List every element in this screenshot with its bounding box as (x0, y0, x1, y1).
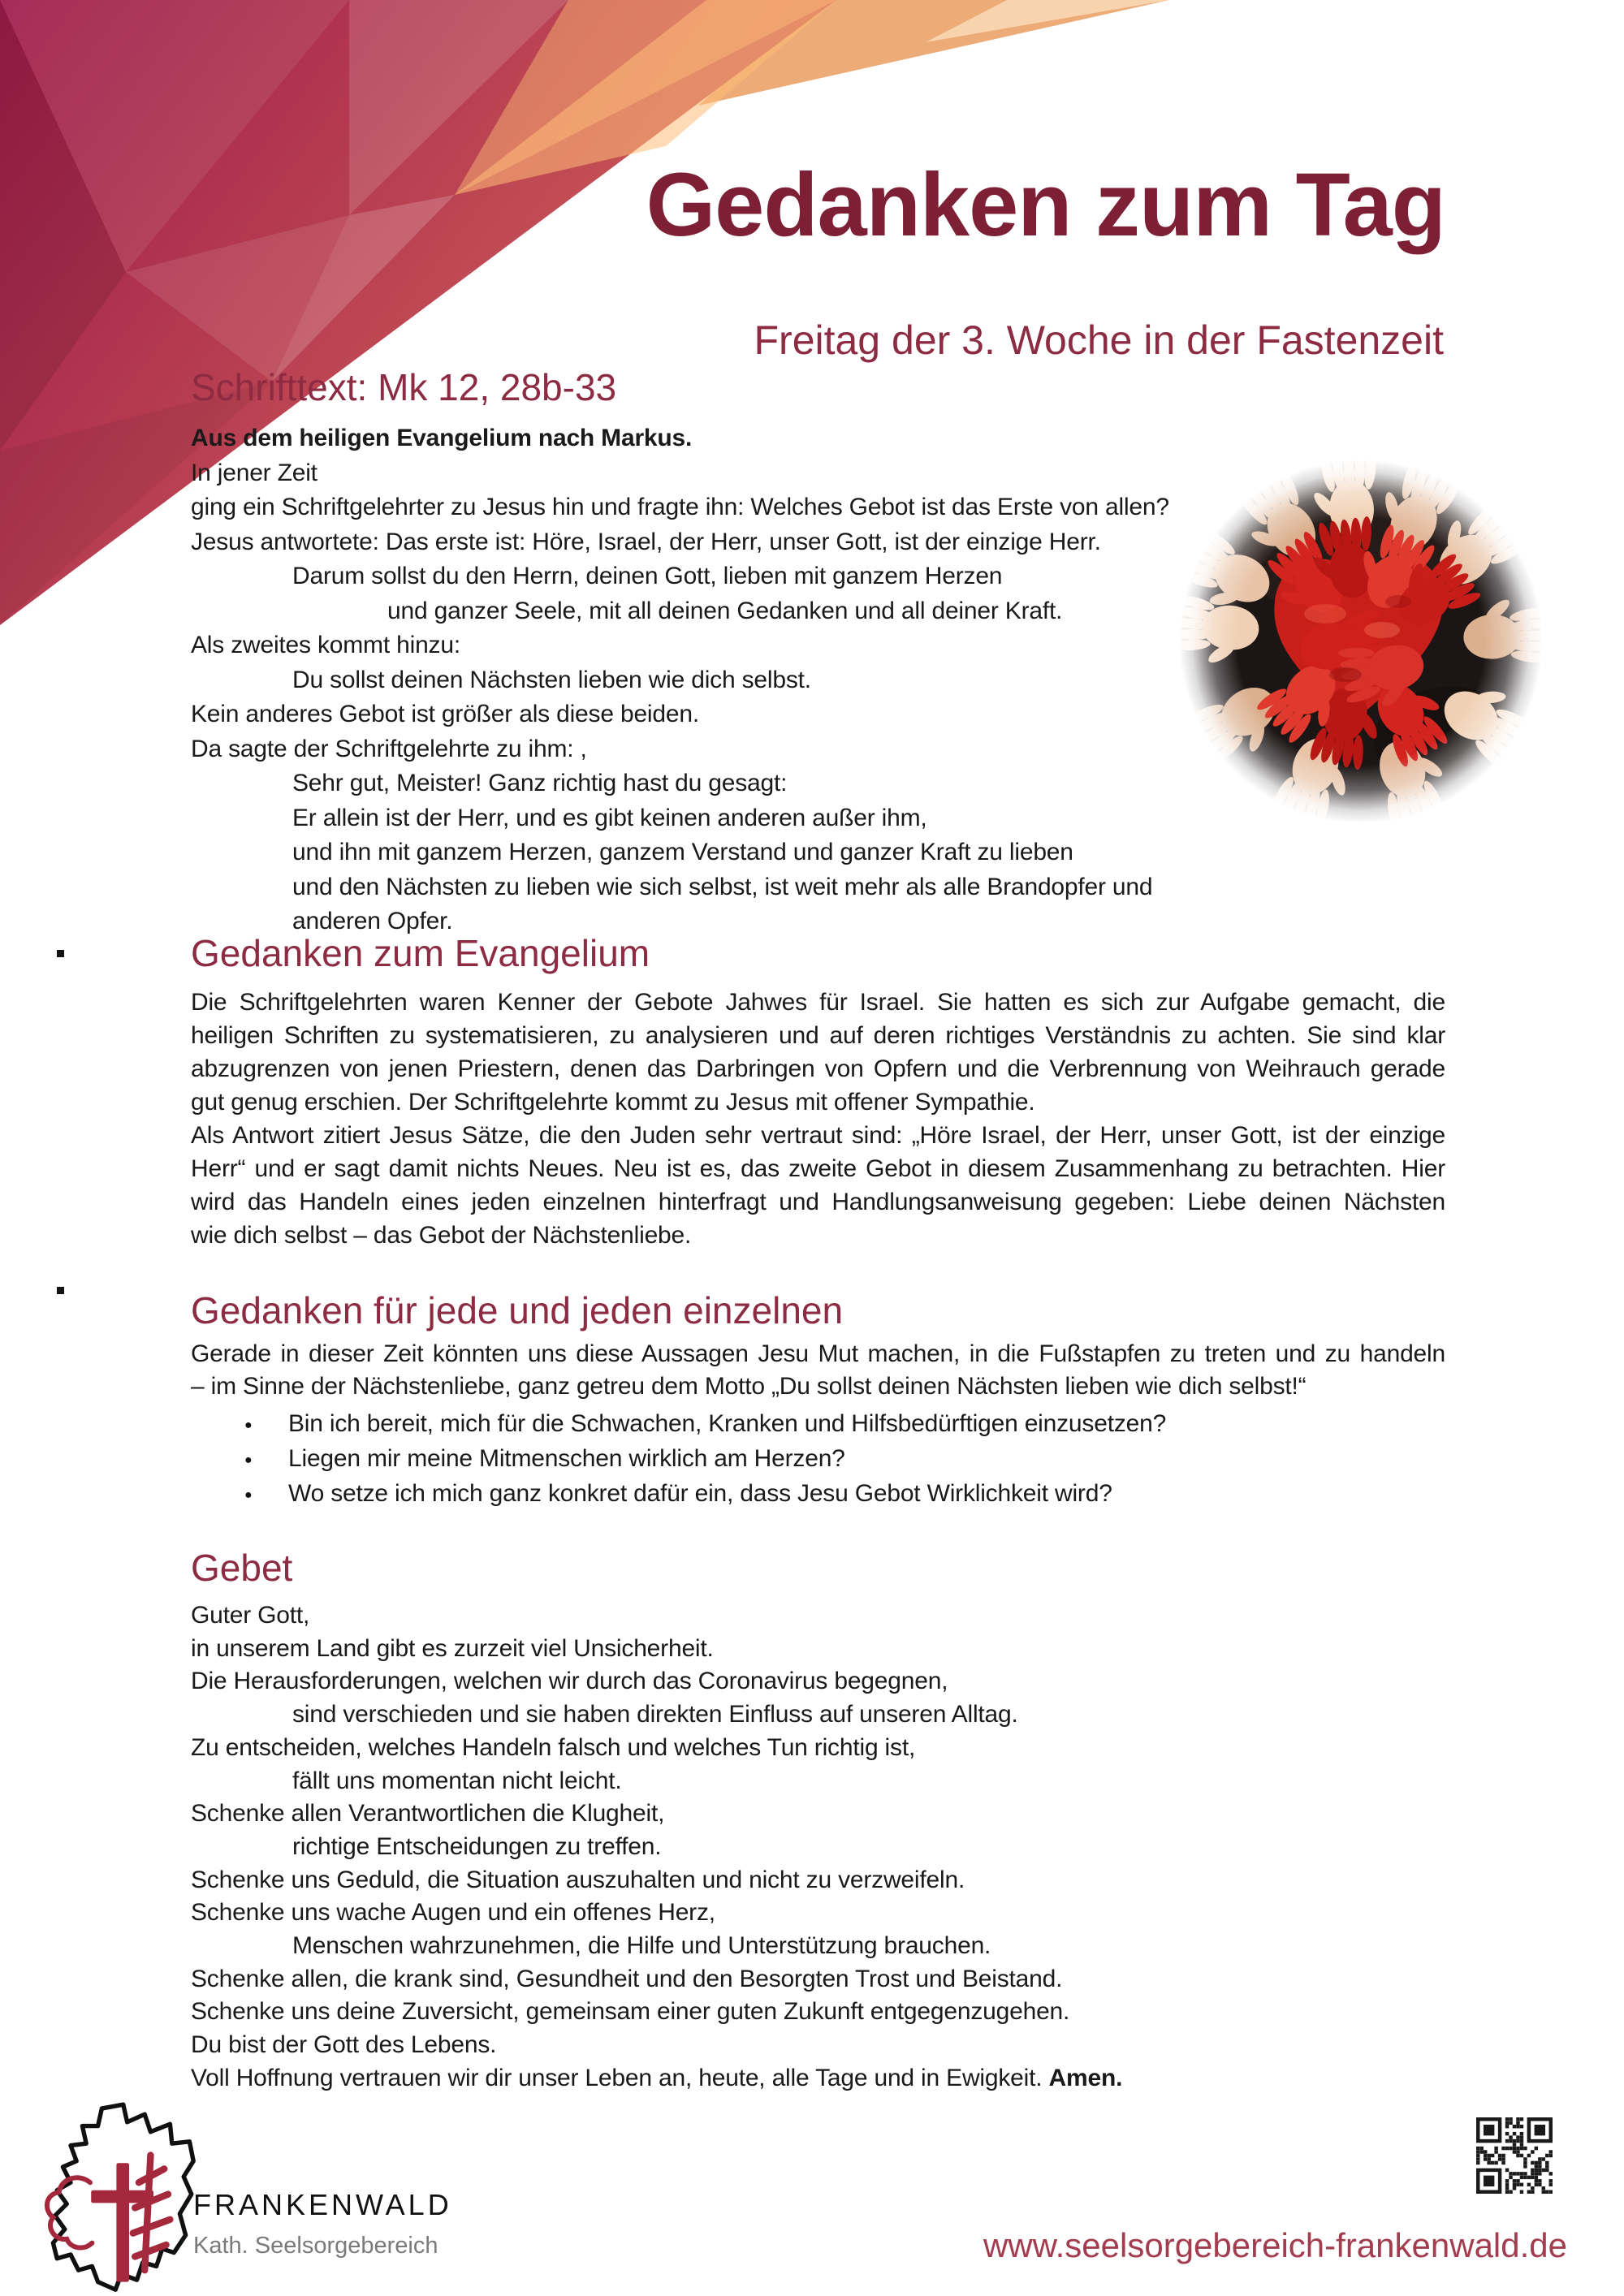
text-line: sind verschieden und sie haben direkten Einfluss auf unseren Alltag. (292, 1701, 1018, 1728)
text-line: Zu entscheiden, welches Handeln falsch und welches Tun richtig ist, (191, 1733, 916, 1761)
text-line: wie dich selbst – das Gebot der Nächstenliebe. (191, 1222, 692, 1249)
section-heading-schrifttext: Schrifttext: Mk 12, 28b-33 (191, 366, 617, 408)
text-line: Jesus antwortete: Das erste ist: Höre, Israel, der Herr, unser Gott, ist der einzige Herr. (191, 528, 1101, 555)
text-line: richtige Entscheidungen zu treffen. (292, 1832, 662, 1860)
org-name: FRANKENWALD (193, 2188, 452, 2221)
text-line: Schenke uns wache Augen und ein offenes Herz, (191, 1899, 715, 1927)
text-line: Die Herausforderungen, welchen wir durch das Coronavirus begegnen, (191, 1668, 948, 1695)
page-title: Gedanken zum Tag (646, 155, 1445, 255)
text-line: gut genug erschien. Der Schriftgelehrte kommt zu Jesus mit offener Sympathie. (191, 1089, 1035, 1116)
text-line: und den Nächsten zu lieben wie sich selbst, ist weit mehr als alle Brandopfer und anderen Opfer. (292, 873, 1153, 934)
text-line: Du sollst deinen Nächsten lieben wie dich selbst. (292, 666, 811, 693)
text-line: Die Schriftgelehrten waren Kenner der Gebote Jahwes für Israel. Sie hatten es sich zur Aufgabe gemacht, die (191, 989, 1445, 1016)
hands-heart-photo (1179, 460, 1543, 823)
tree-icon (133, 2156, 171, 2271)
text-line: Schenke allen, die krank sind, Gesundheit und den Besorgten Trost und Beistand. (191, 1965, 1063, 1992)
frankenwald-logo (28, 2099, 215, 2294)
text-line: Voll Hoffnung vertrauen wir dir unser Leben an, heute, alle Tage und in Ewigkeit. Amen. (191, 2064, 1123, 2091)
hands-heart-photo-graphic (1179, 460, 1543, 823)
text-line: Schenke uns Geduld, die Situation auszuhalten und nicht zu verzweifeln. (191, 1866, 965, 1893)
text-line: In jener Zeit (191, 459, 317, 486)
text-line: Schenke allen Verantwortlichen die Klugheit, (191, 1800, 665, 1828)
margin-marker-square-2 (57, 1287, 64, 1294)
page-subtitle: Freitag der 3. Woche in der Fastenzeit (754, 317, 1444, 363)
text-line: in unserem Land gibt es zurzeit viel Unsicherheit. (191, 1634, 714, 1662)
section-heading-einzelnen: Gedanken für jede und jeden einzelnen (191, 1289, 844, 1331)
text-line: Sehr gut, Meister! Ganz richtig hast du gesagt: (292, 770, 788, 796)
website-link[interactable]: www.seelsorgebereich-frankenwald.de (983, 2226, 1567, 2264)
text-line: abzugrenzen von jenen Priestern, denen das Darbringen von Opfern und die Verbrennung von Weihrauch gerade (191, 1055, 1445, 1082)
text-line: Herr“ und er sagt damit nichts Neues. Neu ist es, das zweite Gebot in diesem Zusammenhang zu betrachten. Hier (191, 1155, 1445, 1182)
text-line: Gerade in dieser Zeit könnten uns diese Aussagen Jesu Mut machen, in die Fußstapfen zu treten und zu handeln (191, 1340, 1445, 1367)
text-line: Aus dem heiligen Evangelium nach Markus. (191, 425, 693, 451)
text-line: Guter Gott, (191, 1602, 310, 1629)
text-line: Schenke uns deine Zuversicht, gemeinsam einer guten Zukunft entgegenzugehen. (191, 1998, 1070, 2026)
text-line: und ihn mit ganzem Herzen, ganzem Verstand und ganzer Kraft zu lieben (292, 839, 1073, 865)
list-item: ● Bin ich bereit, mich für die Schwachen, Kranken und Hilfsbedürftigen einzusetzen? (191, 1406, 1445, 1441)
section-heading-gebet: Gebet (191, 1547, 293, 1589)
evangelium-text (191, 986, 1445, 1252)
prayer-text (191, 1599, 1328, 2095)
text-line: Darum sollst du den Herrn, deinen Gott, lieben mit ganzem Herzen (292, 563, 1003, 589)
scripture-text (191, 421, 1198, 939)
text-line: Du bist der Gott des Lebens. (191, 2031, 497, 2059)
org-subtitle: Kath. Seelsorgebereich (193, 2233, 438, 2259)
text-line: Als zweites kommt hinzu: (191, 632, 460, 658)
text-line: und ganzer Seele, mit all deinen Gedanken und all deiner Kraft. (387, 597, 1063, 624)
text-line: Kein anderes Gebot ist größer als diese beiden. (191, 701, 699, 727)
text-line: fällt uns momentan nicht leicht. (292, 1767, 622, 1794)
text-line: Menschen wahrzunehmen, die Hilfe und Unterstützung brauchen. (292, 1932, 991, 1960)
qr-code (1476, 2117, 1553, 2194)
text-line: Er allein ist der Herr, und es gibt keinen anderen außer ihm, (292, 804, 927, 831)
section-heading-evangelium: Gedanken zum Evangelium (191, 932, 650, 974)
margin-marker-square-1 (57, 950, 64, 957)
text-line: – im Sinne der Nächstenliebe, ganz getreu dem Motto „Du sollst deinen Nächsten lieben wie dich selbst!“ (191, 1373, 1307, 1400)
text-line: heiligen Schriften zu systematisieren, zu analysieren und auf deren richtiges Verständnis zu achten. Sie sind klar (191, 1022, 1445, 1049)
reflection-question-list (191, 1406, 1445, 1511)
text-line: Als Antwort zitiert Jesus Sätze, die den Juden sehr vertraut sind: „Höre Israel, der Herr, unser Gott, ist der einzige (191, 1122, 1445, 1149)
einzelnen-intro-text (191, 1338, 1445, 1403)
leaf-cloud-icon (47, 2177, 93, 2247)
text-line: wird das Handeln eines jeden einzelnen hinterfragt und Handlungsanweisung gegeben: Liebe deinen Nächsten (191, 1189, 1445, 1215)
text-line: Da sagte der Schriftgelehrte zu ihm: , (191, 735, 587, 762)
list-item: ● Wo setze ich mich ganz konkret dafür ein, dass Jesu Gebot Wirklichkeit wird? (191, 1476, 1445, 1511)
text-line: ging ein Schriftgelehrter zu Jesus hin und fragte ihn: Welches Gebot ist das Erste von allen? (191, 494, 1169, 520)
list-item: ● Liegen mir meine Mitmenschen wirklich am Herzen? (191, 1441, 1445, 1476)
